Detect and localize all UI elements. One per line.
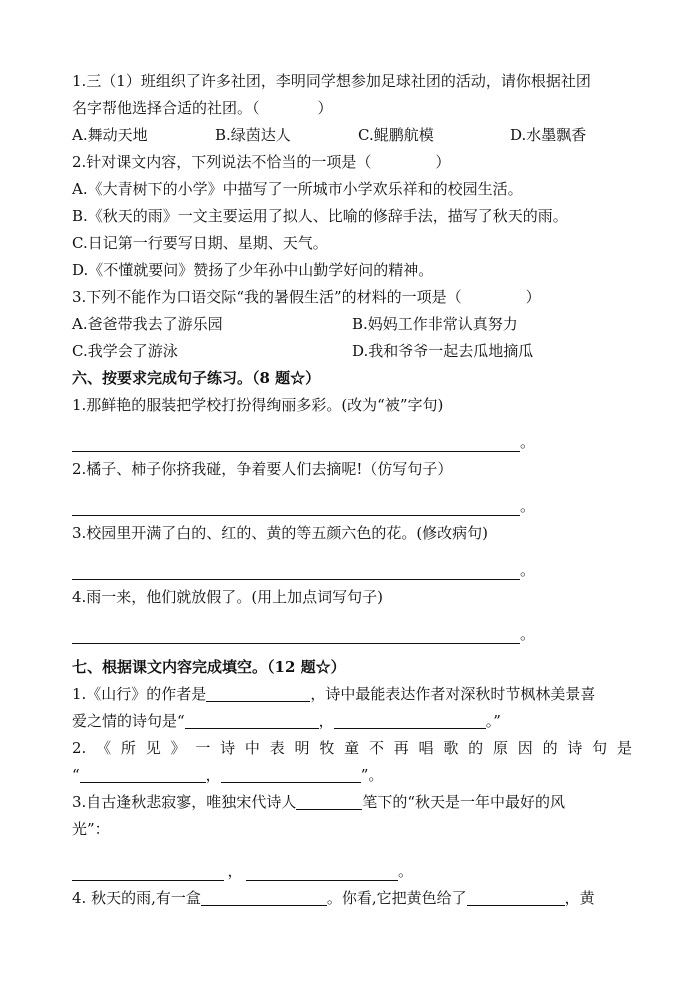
q3-paren-close: ） xyxy=(525,288,541,306)
q1-option-b: B.绿茵达人 xyxy=(215,126,291,144)
s6-answer-line-2[interactable] xyxy=(72,497,520,516)
q3-option-a: A.爸爸带我去了游乐园 xyxy=(72,315,223,333)
s7-q1-text-b: ，诗中最能表达作者对深秋时节枫林美景喜 xyxy=(310,685,596,703)
s7-q1-text-c: 爱之情的诗句是“ xyxy=(72,712,185,730)
s7-q3-blank-verse1[interactable] xyxy=(72,862,224,881)
s7-q4-line1 xyxy=(72,885,632,912)
s6-item-4: 4.雨一来，他们就放假了。(用上加点词写句子) xyxy=(72,588,384,606)
s7-q3-line2: 光”： xyxy=(72,820,110,838)
s7-q1-line1 xyxy=(72,681,632,708)
s6-answer-row-1 xyxy=(72,419,632,452)
s7-q1-text-e: 。” xyxy=(485,712,501,730)
s7-q3-text-e: 。 xyxy=(398,862,414,880)
s7-q4-blank-2[interactable] xyxy=(467,887,565,906)
section-6-title: 六、按要求完成句子练习。（8 题☆） xyxy=(72,369,321,387)
q2-option-a: A.《大青树下的小学》中描写了一所城市小学欢乐祥和的校园生活。 xyxy=(72,180,523,198)
s7-q1-blank-verse1[interactable] xyxy=(185,710,319,729)
s7-q3-answer-row xyxy=(72,843,632,881)
q3-stem xyxy=(72,284,632,311)
s7-q4-text-a: 4. 秋天的雨,有一盒 xyxy=(72,889,201,907)
s7-q2-line1: 2.《所见》一诗中表明牧童不再唱歌的原因的诗句是 xyxy=(72,739,632,757)
s7-q1-text-d: ， xyxy=(318,712,334,730)
s7-q2-text-b: “ xyxy=(72,766,80,784)
s6-item-2: 2.橘子、柿子你挤我碰，争着要人们去摘呢!（仿写句子） xyxy=(72,460,453,478)
s7-q2-text-c: ， xyxy=(205,766,221,784)
q3-options-row2 xyxy=(72,338,632,365)
s6-answer-row-2 xyxy=(72,483,632,516)
q2-option-b: B.《秋天的雨》一文主要运用了拟人、比喻的修辞手法，描写了秋天的雨。 xyxy=(72,207,568,225)
q2-stem-text: 2.针对课文内容，下列说法不恰当的一项是（ xyxy=(72,153,372,171)
s6-period-3: 。 xyxy=(520,561,536,579)
q3-options-row1 xyxy=(72,311,632,338)
s7-q3-text-a: 3.自古逢秋悲寂寥，唯独宋代诗人 xyxy=(72,793,297,811)
q1-paren-close: ） xyxy=(317,99,333,117)
s6-period-2: 。 xyxy=(520,497,536,515)
q2-option-d: D.《不懂就要问》赞扬了少年孙中山勤学好问的精神。 xyxy=(72,261,434,279)
s6-period-1: 。 xyxy=(520,433,536,451)
section-7-title: 七、根据课文内容完成填空。（12 题☆） xyxy=(72,658,346,676)
s7-q4-text-b: 。你看,它把黄色给了 xyxy=(326,889,467,907)
s6-answer-line-1[interactable] xyxy=(72,433,520,452)
q3-option-d: D.我和爷爷一起去瓜地摘瓜 xyxy=(352,342,534,360)
s7-q3-text-d: ， xyxy=(227,862,243,880)
q1-options xyxy=(72,122,632,149)
s6-answer-line-4[interactable] xyxy=(72,625,520,644)
q2-paren-close: ） xyxy=(435,153,451,171)
q1-option-d: D.水墨飘香 xyxy=(510,126,587,144)
s7-q4-blank-1[interactable] xyxy=(201,887,327,906)
s7-q3-text-b: 笔下的“秋天是一年中最好的风 xyxy=(362,793,565,811)
s7-q3-line1 xyxy=(72,789,632,816)
s7-q2-blank-verse1[interactable] xyxy=(80,764,206,783)
s7-q3-blank-verse2[interactable] xyxy=(246,862,398,881)
s6-answer-row-3 xyxy=(72,547,632,580)
q2-option-c: C.日记第一行要写日期、星期、天气。 xyxy=(72,234,328,252)
s7-q1-blank-verse2[interactable] xyxy=(334,710,486,729)
s7-q2-blank-verse2[interactable] xyxy=(221,764,361,783)
q1-stem-text: 名字帮他选择合适的社团。（ xyxy=(72,99,260,117)
q3-option-c: C.我学会了游泳 xyxy=(72,342,178,360)
s6-item-3: 3.校园里开满了白的、红的、黄的等五颜六色的花。(修改病句) xyxy=(72,524,489,542)
s7-q3-blank-poet[interactable] xyxy=(296,791,362,810)
s7-q2-text-d: ”。 xyxy=(360,766,384,784)
s7-q1-blank-author[interactable] xyxy=(206,683,310,702)
s7-q1-text-a: 1.《山行》的作者是 xyxy=(72,685,207,703)
q1-stem-line1: 1.三（1）班组织了许多社团，李明同学想参加足球社团的活动，请你根据社团 xyxy=(72,72,591,90)
s7-q1-line2 xyxy=(72,708,632,735)
q3-option-b: B.妈妈工作非常认真努力 xyxy=(352,315,518,333)
q1-option-a: A.舞动天地 xyxy=(72,126,148,144)
s6-answer-line-3[interactable] xyxy=(72,561,520,580)
q2-stem xyxy=(72,149,632,176)
q1-option-c: C.鲲鹏航模 xyxy=(358,126,434,144)
worksheet-page xyxy=(72,68,632,912)
s7-q4-text-c: ，黄 xyxy=(564,889,595,907)
s6-item-1: 1.那鲜艳的服装把学校打扮得绚丽多彩。(改为“被”字句) xyxy=(72,396,444,414)
q1-stem-line2 xyxy=(72,95,632,122)
s6-answer-row-4 xyxy=(72,611,632,644)
q3-stem-text: 3.下列不能作为口语交际“我的暑假生活”的材料的一项是（ xyxy=(72,288,462,306)
s7-q2-line2 xyxy=(72,762,632,789)
s6-period-4: 。 xyxy=(520,625,536,643)
